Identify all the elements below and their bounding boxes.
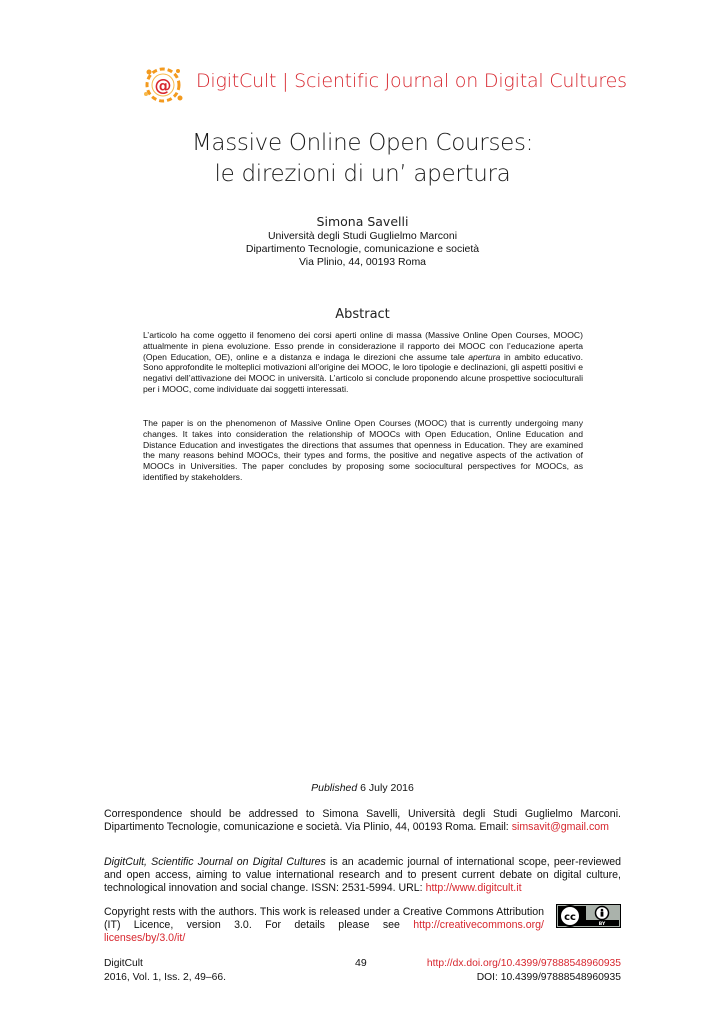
journal-desc-text: is an academic journal of international scope, peer-reviewed and open access, aiming to value international research and to present current debate on digital culture, technological innovation and social change. ISSN: 2531-5994. URL: xyxy=(104,856,622,895)
page-number: 49 xyxy=(355,957,367,969)
published-label: Published xyxy=(311,782,358,794)
journal-name: DigitCult, Scientific Journal on Digital Cultures xyxy=(104,856,326,868)
at-sign-logo-icon xyxy=(143,66,185,104)
published-date xyxy=(0,782,725,794)
affiliation-line-2: Dipartimento Tecnologie, comunicazione e società xyxy=(245,243,480,255)
correspondence xyxy=(104,808,621,834)
journal-title: DigitCult | Scientific Journal on Digital Cultures xyxy=(196,70,627,92)
license-url-link[interactable]: http://creativecommons.org/ licenses/by/3.0/it/ xyxy=(104,919,544,945)
journal-url-link[interactable]: http://www.digitcult.it xyxy=(425,882,522,895)
correspondence-text: Correspondence should be addressed to Simona Savelli, Università degli Studi Guglielmo Marconi. Dipartimento Tecnologie, comunicazione e società. Via Plinio, 44, 00193 Roma. Email: xyxy=(104,808,621,834)
svg-text:cc: cc xyxy=(564,912,576,923)
affiliation-line-1: Università degli Studi Guglielmo Marconi xyxy=(267,230,458,242)
abstract-italian xyxy=(143,330,583,395)
abstract-it-italic: apertura xyxy=(468,351,501,362)
abstract-it-part1: L’articolo ha come oggetto il fenomeno dei corsi aperti online di massa (Massive Online Open Courses, MOOC) attualmente in piena evoluzione. Esso prende in considerazione il rapporto dei MOOC con l’educazione aperta (Open Education, OE), online e a distanza e indaga le direzioni che assume tale xyxy=(143,330,583,362)
svg-text:@: @ xyxy=(154,76,172,96)
article-title xyxy=(0,128,725,190)
published-value: 6 July 2016 xyxy=(360,782,414,794)
cc-badge-text: BY xyxy=(598,922,606,927)
correspondence-email-link[interactable]: simsavit@gmail.com xyxy=(511,821,609,834)
copyright-notice xyxy=(104,906,544,946)
author-name: Simona Savelli xyxy=(316,214,409,229)
copyright-text: Copyright rests with the authors. This work is released under a Creative Commons Attribution (IT) Licence, version 3.0. For details please see xyxy=(104,906,544,932)
footer-journal: DigitCult xyxy=(104,958,143,969)
abstract-heading: Abstract xyxy=(335,307,390,322)
creative-commons-icon xyxy=(556,904,621,928)
doi-url-link[interactable]: http://dx.doi.org/10.4399/97888548960935 xyxy=(426,958,621,969)
title-line-2: le direzioni di un’ apertura xyxy=(214,161,511,187)
cc-by-badge[interactable] xyxy=(556,904,621,928)
title-line-1: Massive Online Open Courses: xyxy=(191,130,534,156)
journal-logo xyxy=(143,66,185,104)
journal-description xyxy=(104,856,621,896)
abstract-it-part2: in ambito educativo. Sono approfondite le molteplici motivazioni all’origine dei MOOC, le loro tipologie e declinazioni, gli aspetti positivi e negativi dell’attivazione dei MOOC in università. L’articolo si conclude proponendo alcune prospettive socioculturali per i MOOC, come individuate dai soggetti interessati. xyxy=(143,351,583,394)
abstract-english: The paper is on the phenomenon of Massive Online Open Courses (MOOC) that is currently undergoing many changes. It takes into consideration the relationship of MOOCs with Open Education, Online Education and Distance Education and investigates the directions that assumes that openness in Education. They are examined the many reasons behind MOOCs, their types and forms, the positive and negative aspects of the activation of MOOCs in Universities. The paper concludes by proposing some sociocultural perspectives for MOOCs, as identified by stakeholders. xyxy=(143,418,583,482)
footer-citation xyxy=(104,957,226,984)
footer-volume: 2016, Vol. 1, Iss. 2, 49–66. xyxy=(104,971,226,983)
author-affiliation xyxy=(0,230,725,269)
doi-text: DOI: 10.4399/97888548960935 xyxy=(476,971,621,983)
footer-doi xyxy=(427,957,621,984)
affiliation-line-3: Via Plinio, 44, 00193 Roma xyxy=(298,256,427,268)
